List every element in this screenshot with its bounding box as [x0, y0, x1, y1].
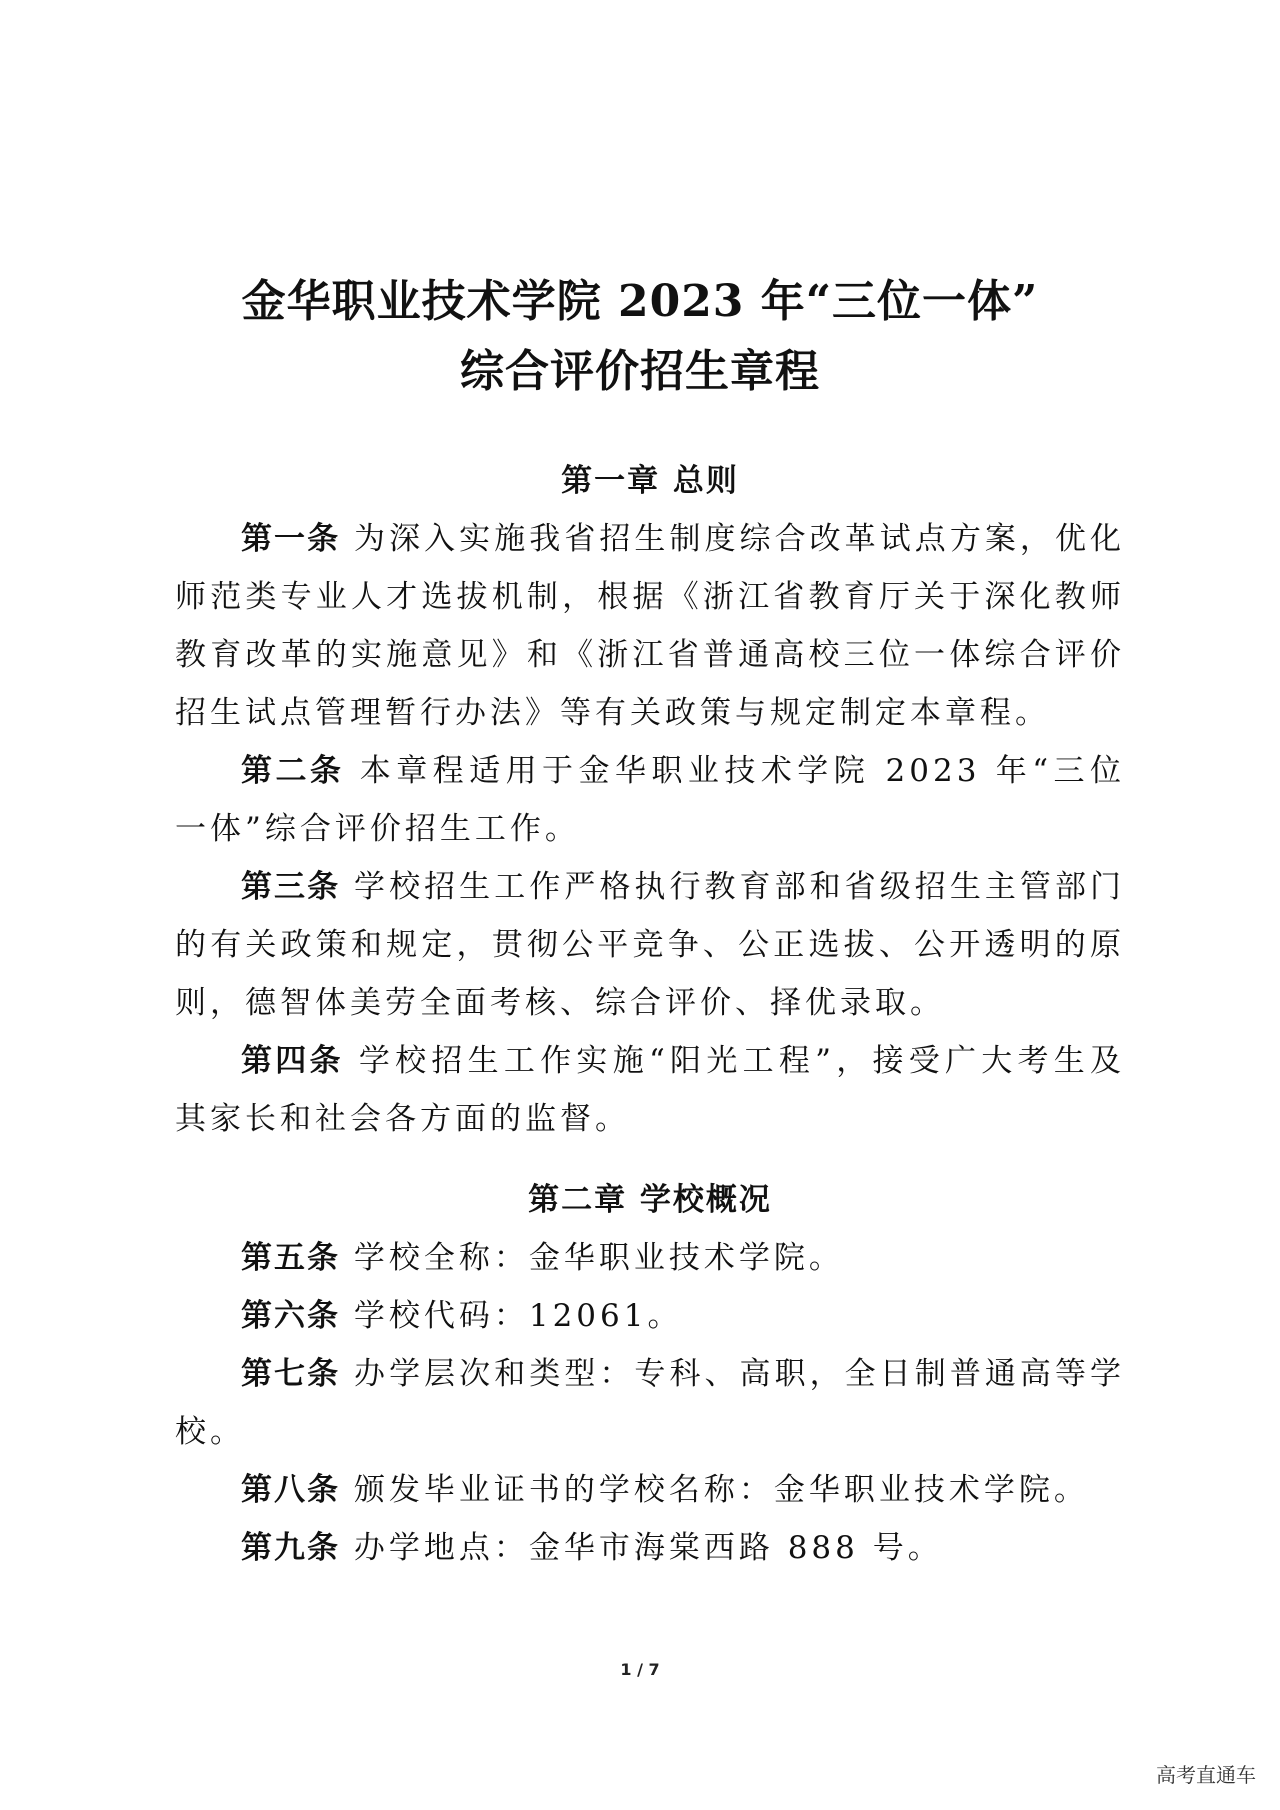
article-2 [175, 742, 1125, 858]
article-text: 办学层次和类型：专科、高职，全日制普通高等学校。 [175, 1356, 1125, 1450]
article-5 [175, 1229, 1125, 1287]
chapter-1-section [175, 452, 1125, 1148]
page-title [0, 267, 1280, 407]
article-text: 办学地点：金华市海棠西路 888 号。 [340, 1530, 943, 1566]
article-9 [175, 1519, 1125, 1577]
article-text: 学校全称：金华职业技术学院。 [340, 1240, 844, 1276]
article-text: 学校代码：12061。 [340, 1298, 683, 1334]
article-label: 第二条 [241, 753, 345, 789]
article-text: 学校招生工作严格执行教育部和省级招生主管部门的有关政策和规定，贯彻公平竞争、公正选拔、公开透明的原则，德智体美劳全面考核、综合评价、择优录取。 [175, 869, 1125, 1021]
article-label: 第五条 [241, 1240, 340, 1276]
chapter-2-section [175, 1171, 1125, 1577]
article-1 [175, 510, 1125, 742]
article-6 [175, 1287, 1125, 1345]
article-text: 学校招生工作实施“阳光工程”，接受广大考生及其家长和社会各方面的监督。 [175, 1043, 1125, 1137]
article-label: 第七条 [241, 1356, 341, 1392]
article-7 [175, 1345, 1125, 1461]
article-label: 第三条 [241, 869, 341, 905]
title-line-2: 综合评价招生章程 [460, 346, 820, 398]
article-text: 为深入实施我省招生制度综合改革试点方案，优化师范类专业人才选拔机制，根据《浙江省教育厅关于深化教师教育改革的实施意见》和《浙江省普通高校三位一体综合评价招生试点管理暂行办法》等有关政策与规定制定本章程。 [175, 521, 1125, 731]
article-label: 第八条 [241, 1472, 340, 1508]
article-label: 第一条 [241, 521, 341, 557]
article-text: 本章程适用于金华职业技术学院 2023 年“三位一体”综合评价招生工作。 [175, 753, 1126, 847]
article-3 [175, 858, 1125, 1032]
chapter-heading: 第一章 总则 [561, 463, 739, 499]
article-label: 第四条 [241, 1043, 344, 1079]
title-line-1: 金华职业技术学院 2023 年“三位一体” [241, 276, 1039, 328]
article-label: 第六条 [241, 1298, 340, 1334]
watermark-logo: 高考直通车 [1150, 1757, 1262, 1790]
page-number: 1 / 7 [620, 1660, 660, 1679]
article-text: 颁发毕业证书的学校名称：金华职业技术学院。 [340, 1472, 1089, 1508]
chapter-heading: 第二章 学校概况 [528, 1182, 772, 1218]
article-label: 第九条 [241, 1530, 340, 1566]
article-4 [175, 1032, 1125, 1148]
article-8 [175, 1461, 1125, 1519]
